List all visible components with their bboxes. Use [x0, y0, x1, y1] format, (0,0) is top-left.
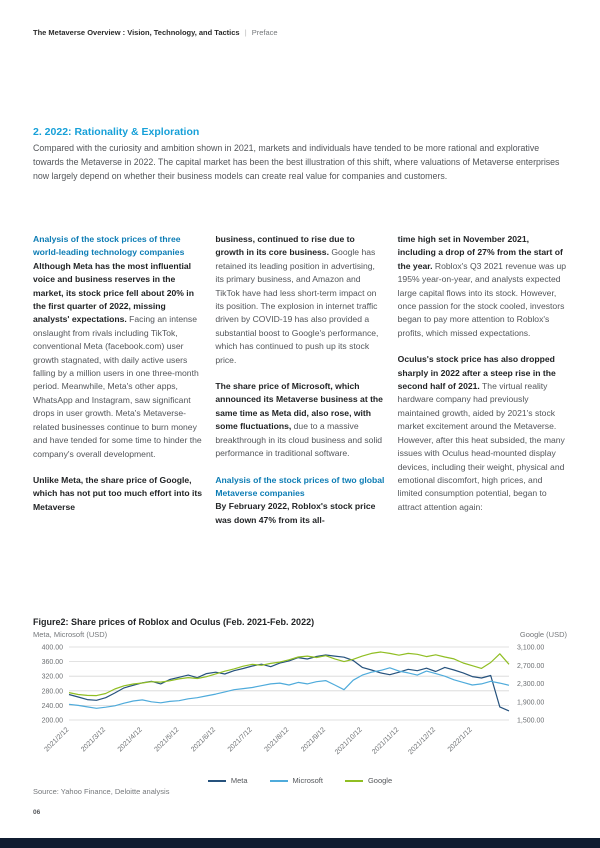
three-column-body [33, 233, 567, 527]
legend-item-meta [208, 776, 248, 785]
column-paragraph: Although Meta has the most influential voice and business reserves in the market, its stock price fell about 20% in the first quarter of 2022, missing analysts' expectations. Facing an intense onslaught from rivals including TikTok, conventional Meta (facebook.com) user growth stagnated, with daily active users falling by a million users in one three-month period. Meanwhile, Meta's other apps, WhatsApp and Instagram, saw significant drops in user growth. Meta's Metaverse-related businesses continue to burn money and have tended for some time to hinder the company's overall development. [33, 260, 202, 459]
right-axis-tick: 3,100.00 [517, 644, 545, 652]
legend-label: Meta [230, 776, 248, 785]
legend-swatch [208, 780, 226, 782]
x-axis-tick: 2021/9/12 [300, 726, 328, 754]
column-paragraph: Oculus's stock price has also dropped sharply in 2022 after a steep rise in the second half of 2021. The virtual reality hardware company had previously maintained growth, aided by 2021's stock market excitement around the Metaverse. However, after this heat subsided, the many issues with Oculus head-mounted display devices, including their weight, physical and emotional discomfort, high prices, and limited consumption potential, began to attract attention again: [397, 354, 565, 512]
chart-legend [33, 776, 567, 785]
text-column-2 [215, 233, 384, 527]
x-axis-tick: 2021/11/12 [371, 726, 401, 756]
right-axis-tick: 1,500.00 [517, 717, 545, 725]
column-subheading: Analysis of the stock prices of two global Metaverse companies [215, 474, 385, 498]
right-axis-tick: 2,700.00 [517, 662, 545, 670]
page-header [33, 28, 567, 37]
header-separator: | [244, 28, 247, 37]
footer-bar [0, 838, 600, 848]
x-axis-tick: 2021/6/12 [190, 726, 218, 754]
x-axis-tick: 2021/7/12 [226, 726, 254, 754]
column-paragraph: business, continued to rise due to growth in its core business. Google has retained its leading position in advertising, its primary business, and Amazon and TikTok have had less short-term impact on its position. The explosion in internet traffic driven by COVID-19 has also provided a substantial boost to Google's performance, which has continued to push up its stock price. [215, 234, 379, 365]
section-heading: 2. 2022: Rationality & Exploration [33, 126, 200, 138]
legend-item-google [345, 776, 392, 785]
page-number: 06 [33, 809, 41, 816]
x-axis-tick: 2021/10/12 [334, 726, 364, 757]
right-axis-label: Google (USD) [519, 630, 567, 639]
left-axis-tick: 360.00 [41, 659, 63, 667]
x-axis-tick: 2021/12/12 [407, 726, 438, 757]
legend-label: Microsoft [292, 776, 323, 785]
header-section-label: Preface [251, 28, 278, 37]
series-line-microsoft [69, 668, 509, 709]
x-axis-tick: 2021/2/12 [43, 726, 71, 754]
intro-paragraph: Compared with the curiosity and ambition shown in 2021, markets and individuals have tended to be more rational and explorative towards the Metaverse in 2022. The capital market has been the best illustration of this shift, where valuations of Metaverse enterprises now largely depend on whether their business models can create real value for companies and customers. [33, 143, 560, 181]
series-line-meta [69, 655, 509, 711]
x-axis-tick: 2021/5/12 [153, 726, 181, 754]
series-line-google [69, 652, 509, 696]
column-paragraph: By February 2022, Roblox's stock price was down 47% from its all- [215, 501, 376, 525]
right-axis-tick: 1,900.00 [517, 699, 545, 707]
text-column-3 [398, 233, 567, 527]
x-axis-tick: 2022/1/12 [446, 726, 474, 754]
text-column-1 [33, 233, 202, 527]
x-axis-tick: 2021/4/12 [116, 726, 144, 754]
legend-item-microsoft [270, 776, 323, 785]
left-axis-tick: 200.00 [41, 717, 63, 725]
left-axis-label: Meta, Microsoft (USD) [33, 630, 108, 639]
figure-source: Source: Yahoo Finance, Deloitte analysis [33, 787, 170, 796]
column-subheading: Analysis of the stock prices of three world-leading technology companies [33, 234, 185, 258]
left-axis-tick: 280.00 [41, 688, 63, 696]
line-chart [33, 641, 567, 769]
figure-title: Figure2: Share prices of Roblox and Oculus (Feb. 2021-Feb. 2022) [33, 617, 315, 627]
legend-label: Google [367, 776, 393, 785]
right-axis-tick: 2,300.00 [517, 681, 545, 688]
axis-label-row [33, 630, 567, 639]
legend-swatch [345, 780, 363, 782]
x-axis-tick: 2021/8/12 [263, 726, 291, 754]
left-axis-tick: 240.00 [41, 702, 63, 710]
column-paragraph: Unlike Meta, the share price of Google, which has not put too much effort into its Metaverse [33, 474, 202, 512]
column-paragraph: The share price of Microsoft, which announced its Metaverse business at the same time as Meta did, also rose, with some fluctuations, due to a massive breakthrough in its cloud business and solid performance in traditional software. [215, 381, 383, 459]
document-title: The Metaverse Overview : Vision, Technology, and Tactics [33, 28, 240, 37]
left-axis-tick: 400.00 [41, 644, 63, 652]
legend-swatch [270, 780, 288, 782]
left-axis-tick: 320.00 [41, 673, 63, 681]
x-axis-tick: 2021/3/12 [80, 726, 108, 754]
column-paragraph: time high set in November 2021, including a drop of 27% from the start of the year. Roblox's Q3 2021 revenue was up 195% year-on-year, and analysts expected large capital flows into its stock. However, once passion for the stock cooled, investors began to pay more attention to Roblox's profits, which missed expectations. [397, 234, 567, 338]
figure-block [33, 617, 567, 785]
